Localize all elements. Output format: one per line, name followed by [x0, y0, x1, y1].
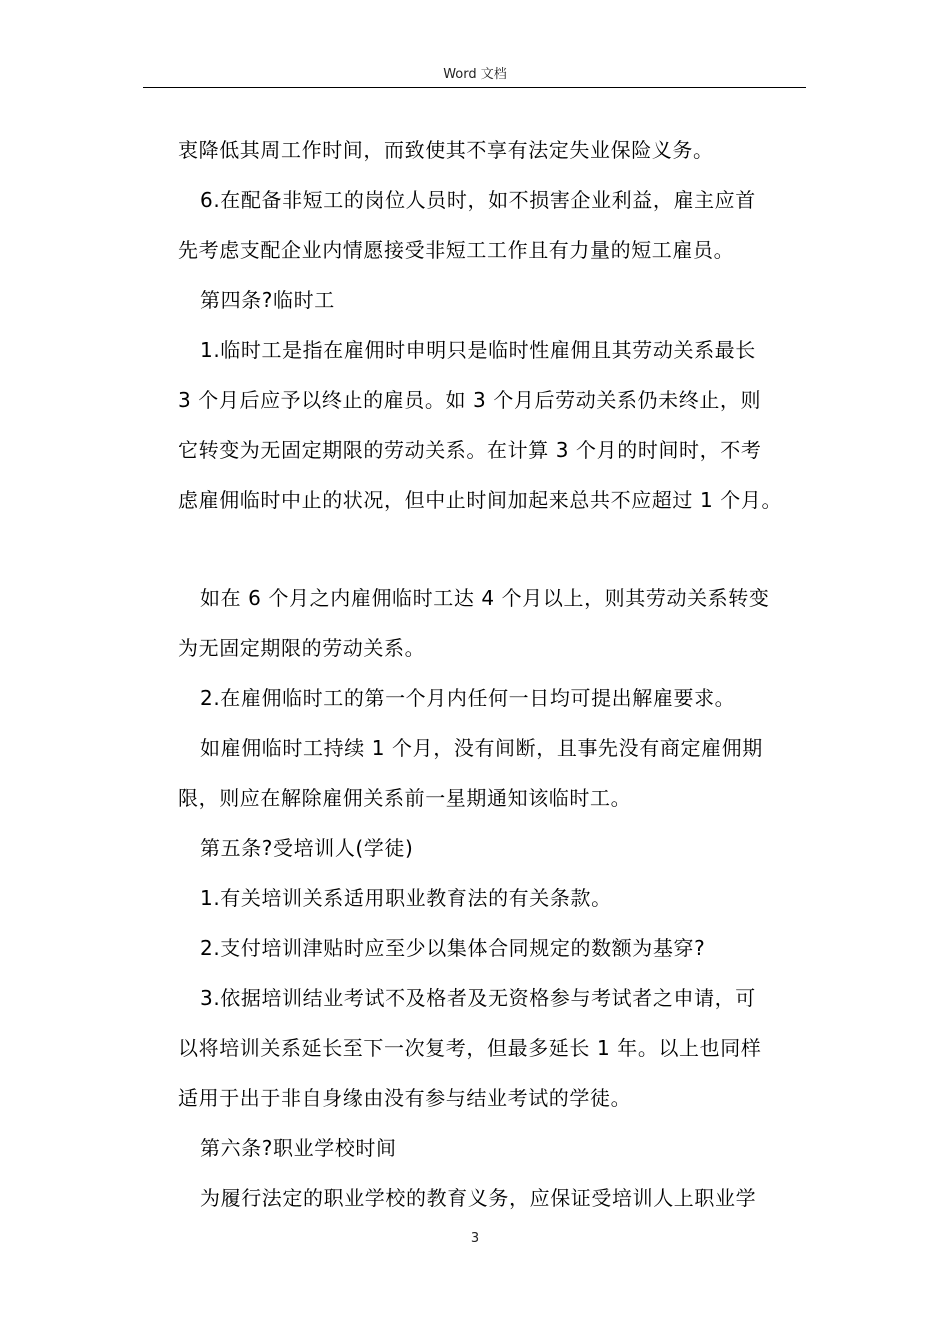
text-line: 为履行法定的职业学校的教育义务，应保证受培训人上职业学	[200, 1186, 757, 1210]
page-header: Word 文档	[443, 67, 507, 82]
text-line: 1.有关培训关系适用职业教育法的有关条款。	[200, 886, 612, 910]
text-line: 如雇佣临时工持续 1 个月，没有间断，且事先没有商定雇佣期	[200, 736, 763, 760]
text-line: 3 个月后应予以终止的雇员。如 3 个月后劳动关系仍未终止，则	[178, 388, 762, 412]
text-line: 适用于出于非自身缘由没有参与结业考试的学徒。	[178, 1086, 632, 1110]
page-number: 3	[470, 1231, 480, 1246]
text-line: 6.在配备非短工的岗位人员时，如不损害企业利益，雇主应首	[200, 188, 756, 212]
text-line: 3.依据培训结业考试不及格者及无资格参与考试者之申请，可	[200, 986, 756, 1010]
text-line: 如在 6 个月之内雇佣临时工达 4 个月以上，则其劳动关系转变	[200, 586, 770, 610]
text-line: 限，则应在解除雇佣关系前一星期通知该临时工。	[178, 786, 632, 810]
text-line: 先考虑支配企业内情愿接受非短工工作且有力量的短工雇员。	[178, 238, 735, 262]
text-line: 1.临时工是指在雇佣时申明只是临时性雇佣且其劳动关系最长	[200, 338, 756, 362]
section-heading: 第四条?临时工	[200, 288, 335, 312]
text-line: 它转变为无固定期限的劳动关系。在计算 3 个月的时间时，不考	[178, 438, 762, 462]
section-heading: 第五条?受培训人(学徒)	[200, 836, 414, 860]
section-heading: 第六条?职业学校时间	[200, 1136, 397, 1160]
text-line: 衷降低其周工作时间，而致使其不享有法定失业保险义务。	[178, 138, 714, 162]
text-line: 为无固定期限的劳动关系。	[178, 636, 426, 660]
text-line: 以将培训关系延长至下一次复考，但最多延长 1 年。以上也同样	[178, 1036, 762, 1060]
text-line: 虑雇佣临时中止的状况，但中止时间加起来总共不应超过 1 个月。	[178, 488, 783, 512]
header-divider	[143, 87, 806, 88]
text-line: 2.在雇佣临时工的第一个月内任何一日均可提出解雇要求。	[200, 686, 736, 710]
text-line: 2.支付培训津贴时应至少以集体合同规定的数额为基穿?	[200, 936, 706, 960]
